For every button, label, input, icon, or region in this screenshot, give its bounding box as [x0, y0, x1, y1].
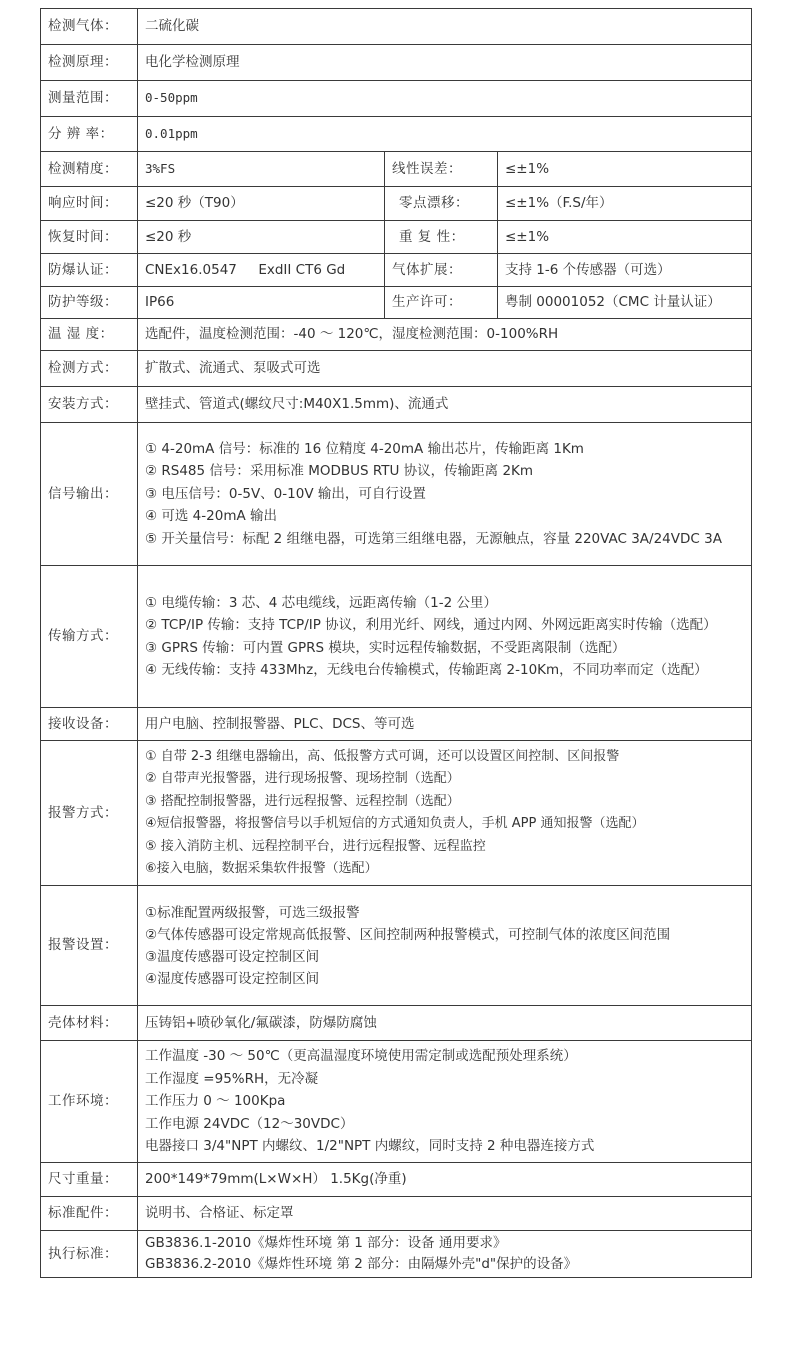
- row-signal-output: [41, 423, 752, 566]
- spec-table: [40, 8, 752, 1278]
- row-response: [41, 187, 752, 221]
- value-line: ③ 搭配控制报警器，进行远程报警、远程控制（选配）: [145, 793, 460, 809]
- row-value-2: ≤±1%（F.S/年）: [498, 187, 752, 221]
- row-value-lines: [138, 886, 752, 1006]
- row-value: 3%FS: [138, 152, 385, 187]
- row-value-lines: [138, 566, 752, 708]
- row-housing: [41, 1006, 752, 1041]
- row-transmission: [41, 566, 752, 708]
- value-line: ① 4-20mA 信号：标准的 16 位精度 4-20mA 输出芯片，传输距离 1Km: [145, 440, 584, 457]
- row-value-2: 支持 1-6 个传感器（可选）: [498, 254, 752, 287]
- row-value: ≤20 秒（T90）: [138, 187, 385, 221]
- row-label: 响应时间：: [41, 187, 138, 221]
- value-line: 工作温度 -30 ～ 50℃（更高温湿度环境使用需定制或选配预处理系统）: [145, 1048, 577, 1065]
- row-recovery: [41, 221, 752, 254]
- value-line: ③ 电压信号：0-5V、0-10V 输出，可自行设置: [145, 485, 426, 502]
- row-label: 安装方式：: [41, 387, 138, 423]
- row-accuracy: [41, 152, 752, 187]
- row-label: 信号输出：: [41, 423, 138, 566]
- row-value: 200*149*79mm(L×W×H） 1.5Kg(净重): [138, 1163, 752, 1197]
- value-line: GB3836.1-2010《爆炸性环境 第 1 部分：设备 通用要求》: [145, 1235, 507, 1251]
- row-value: ≤20 秒: [138, 221, 385, 254]
- row-label-2: 重 复 性：: [385, 221, 498, 254]
- row-value: IP66: [138, 287, 385, 319]
- row-size-weight: [41, 1163, 752, 1197]
- row-value: 用户电脑、控制报警器、PLC、DCS、等可选: [138, 708, 752, 741]
- row-value: 0-50ppm: [138, 81, 752, 117]
- row-label: 防护等级：: [41, 287, 138, 319]
- row-detection-mode: [41, 351, 752, 387]
- row-value-2: ≤±1%: [498, 221, 752, 254]
- value-line: GB3836.2-2010《爆炸性环境 第 2 部分：由隔爆外壳"d"保护的设备》: [145, 1256, 578, 1272]
- row-label: 分 辨 率：: [41, 117, 138, 152]
- value-line: ⑤ 开关量信号：标配 2 组继电器，可选第三组继电器，无源触点，容量 220VAC 3A/24VDC 3A: [145, 530, 722, 547]
- value-line: 电器接口 3/4"NPT 内螺纹、1/2"NPT 内螺纹，同时支持 2 种电器连接方式: [145, 1138, 595, 1155]
- value-line: ④短信报警器，将报警信号以手机短信的方式通知负责人，手机 APP 通知报警（选配）: [145, 816, 645, 831]
- row-temp-humidity: [41, 319, 752, 351]
- value-line: ⑤ 接入消防主机、远程控制平台，进行远程报警、远程监控: [145, 838, 486, 854]
- value-line: ⑥接入电脑，数据采集软件报警（选配）: [145, 861, 378, 876]
- row-value: 二硫化碳: [138, 9, 752, 45]
- value-line: ②气体传感器可设定常规高低报警、区间控制两种报警模式，可控制气体的浓度区间范围: [145, 926, 671, 943]
- row-label: 检测精度：: [41, 152, 138, 187]
- row-alarm-mode: [41, 741, 752, 886]
- row-value-2: ≤±1%: [498, 152, 752, 187]
- row-label-2: 生产许可：: [385, 287, 498, 319]
- row-value: 扩散式、流通式、泵吸式可选: [138, 351, 752, 387]
- row-value-lines: [138, 423, 752, 566]
- row-label: 传输方式：: [41, 566, 138, 708]
- row-value: 壁挂式、管道式(螺纹尺寸:M40X1.5mm)、流通式: [138, 387, 752, 423]
- row-value: CNEx16.0547 ExdII CT6 Gd: [138, 254, 385, 287]
- row-label-2: 零点漂移：: [385, 187, 498, 221]
- value-line: ② 自带声光报警器，进行现场报警、现场控制（选配）: [145, 771, 460, 786]
- row-standards: [41, 1231, 752, 1278]
- row-label: 执行标准：: [41, 1231, 138, 1278]
- row-label: 恢复时间：: [41, 221, 138, 254]
- value-line: ④湿度传感器可设定控制区间: [145, 970, 320, 987]
- row-value-lines: [138, 1041, 752, 1163]
- value-line: ② TCP/IP 传输：支持 TCP/IP 协议，利用光纤、网线，通过内网、外网远距离实时传输（选配）: [145, 617, 717, 633]
- row-label: 标准配件：: [41, 1197, 138, 1231]
- row-value: 压铸铝+喷砂氧化/氟碳漆，防爆防腐蚀: [138, 1006, 752, 1041]
- value-line: ③ GPRS 传输：可内置 GPRS 模块，实时远程传输数据，不受距离限制（选配）: [145, 639, 626, 656]
- row-installation: [41, 387, 752, 423]
- row-label-2: 气体扩展：: [385, 254, 498, 287]
- row-environment: [41, 1041, 752, 1163]
- row-label: 检测气体：: [41, 9, 138, 45]
- value-line: ④ 可选 4-20mA 输出: [145, 508, 278, 525]
- row-value-lines: [138, 741, 752, 886]
- row-label: 接收设备：: [41, 708, 138, 741]
- row-label-2: 线性误差：: [385, 152, 498, 187]
- value-line: ① 电缆传输：3 芯、4 芯电缆线，远距离传输（1-2 公里）: [145, 594, 497, 611]
- row-gas: [41, 9, 752, 45]
- row-label: 报警设置：: [41, 886, 138, 1006]
- row-label: 壳体材料：: [41, 1006, 138, 1041]
- value-line: 工作电源 24VDC（12～30VDC）: [145, 1115, 354, 1132]
- row-label: 防爆认证：: [41, 254, 138, 287]
- row-label: 温 湿 度：: [41, 319, 138, 351]
- value-line: ② RS485 信号：采用标准 MODBUS RTU 协议，传输距离 2Km: [145, 463, 534, 480]
- row-label: 测量范围：: [41, 81, 138, 117]
- row-label: 报警方式：: [41, 741, 138, 886]
- row-value-2: 粤制 00001052（CMC 计量认证）: [498, 287, 752, 319]
- row-protection: [41, 287, 752, 319]
- row-value: 说明书、合格证、标定罩: [138, 1197, 752, 1231]
- value-line: ① 自带 2-3 组继电器输出，高、低报警方式可调，还可以设置区间控制、区间报警: [145, 748, 620, 764]
- row-label: 工作环境：: [41, 1041, 138, 1163]
- row-label: 尺寸重量：: [41, 1163, 138, 1197]
- row-value: 选配件，温度检测范围：-40 ～ 120℃，湿度检测范围：0-100%RH: [138, 319, 752, 351]
- row-value-lines: [138, 1231, 752, 1278]
- row-label: 检测原理：: [41, 45, 138, 81]
- row-accessories: [41, 1197, 752, 1231]
- row-value: 电化学检测原理: [138, 45, 752, 81]
- value-line: ③温度传感器可设定控制区间: [145, 948, 320, 965]
- row-explosion: [41, 254, 752, 287]
- value-line: 工作湿度 =95%RH，无冷凝: [145, 1070, 319, 1087]
- row-alarm-settings: [41, 886, 752, 1006]
- row-resolution: [41, 117, 752, 152]
- value-line: 工作压力 0 ～ 100Kpa: [145, 1093, 286, 1110]
- row-label: 检测方式：: [41, 351, 138, 387]
- value-line: ①标准配置两级报警，可选三级报警: [145, 904, 360, 921]
- row-receiver: [41, 708, 752, 741]
- row-principle: [41, 45, 752, 81]
- row-value: 0.01ppm: [138, 117, 752, 152]
- value-line: ④ 无线传输：支持 433Mhz，无线电台传输模式，传输距离 2-10Km，不同功率而定（选配）: [145, 662, 708, 678]
- row-range: [41, 81, 752, 117]
